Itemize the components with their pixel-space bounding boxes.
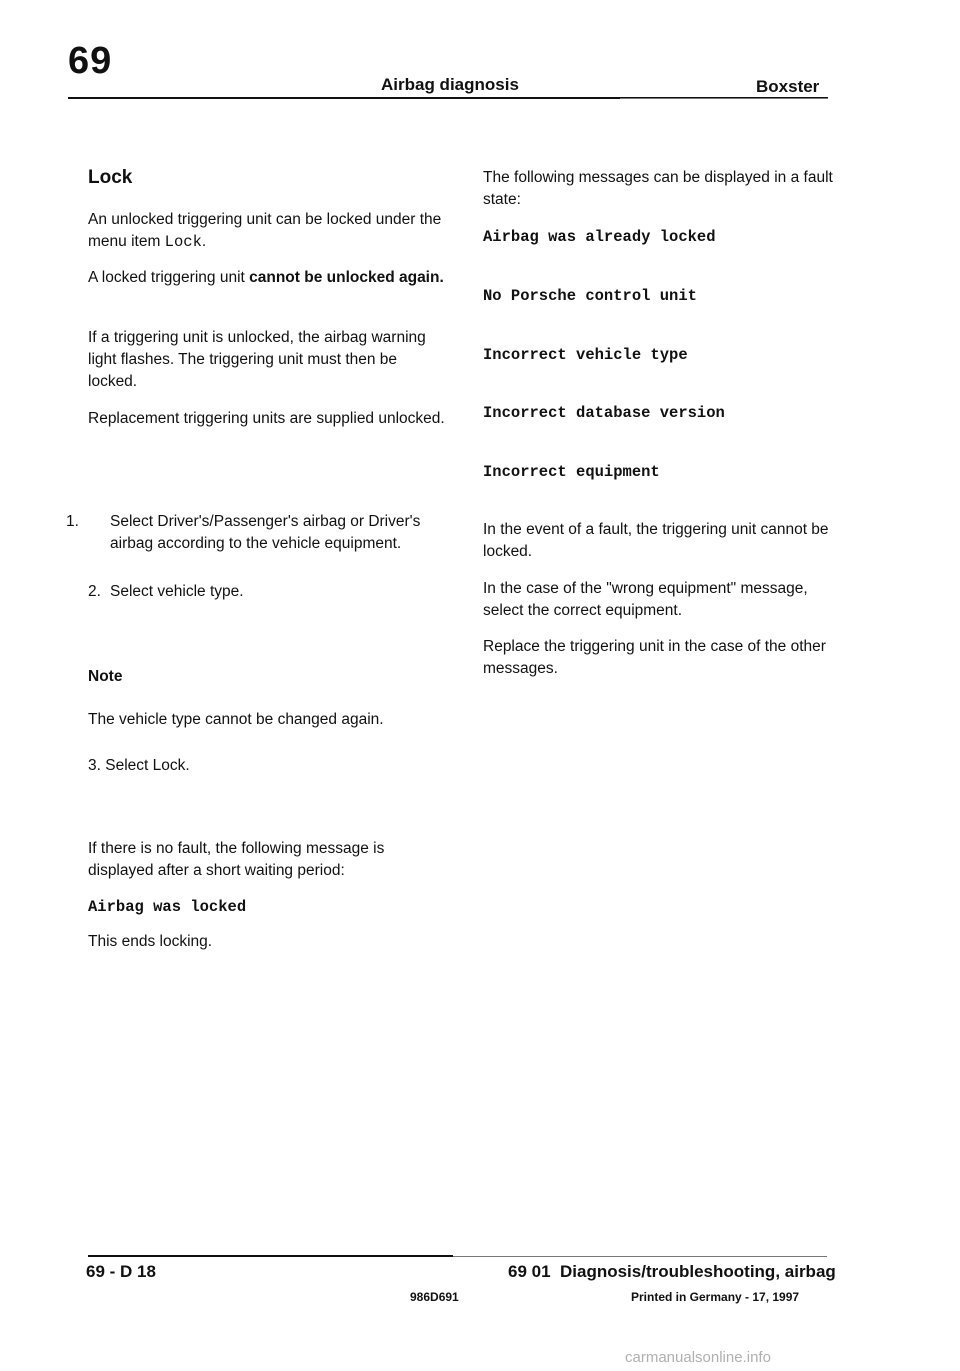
header-model: Boxster	[756, 77, 820, 96]
unlocked-flash-text: If a triggering unit is unlocked, the airbag warning light flashes. The triggering unit must then be locked.	[88, 329, 426, 390]
ends-locking-paragraph	[88, 931, 448, 953]
message-incorrect-vehicle-type: Incorrect vehicle type	[483, 346, 688, 364]
footer-printed-info: Printed in Germany - 17, 1997	[631, 1290, 800, 1304]
no-fault-text: If there is no fault, the following message is displayed after a short waiting period:	[88, 840, 385, 879]
step-3	[88, 755, 448, 777]
fault-message-5	[483, 461, 843, 483]
message-no-porsche-control-unit: No Porsche control unit	[483, 287, 697, 305]
fault-cannot-lock-paragraph	[483, 519, 843, 563]
note-block	[88, 666, 448, 688]
wrong-equipment-text: In the case of the "wrong equipment" message, select the correct equipment.	[483, 580, 808, 619]
replace-unit-text: Replace the triggering unit in the case of the other messages.	[483, 638, 826, 677]
locked-warning-paragraph	[88, 267, 448, 289]
locked-warning-bold: cannot be unlocked again.	[249, 269, 444, 286]
lock-intro-paragraph	[88, 209, 448, 253]
replacement-paragraph	[88, 408, 448, 430]
fault-message-3	[483, 344, 843, 366]
footer-page-number: 69 - D 18	[86, 1262, 156, 1281]
message-airbag-locked: Airbag was locked	[88, 898, 247, 916]
replace-unit-paragraph	[483, 636, 843, 680]
footer-document-code: 986D691	[410, 1290, 459, 1304]
no-fault-paragraph	[88, 838, 448, 882]
unlocked-flash-paragraph	[88, 327, 448, 393]
chapter-number: 69	[68, 40, 113, 82]
locked-warning-text: A locked triggering unit	[88, 269, 250, 286]
ends-locking-text: This ends locking.	[88, 933, 213, 950]
fault-message-1	[483, 226, 843, 248]
fault-message-4	[483, 402, 843, 424]
message-already-locked: Airbag was already locked	[483, 228, 716, 246]
step-1-number: 1.	[66, 513, 79, 530]
replacement-text: Replacement triggering units are supplied unlocked.	[88, 410, 445, 427]
message-incorrect-database-version: Incorrect database version	[483, 404, 725, 422]
footer-rule-thin	[453, 1256, 827, 1257]
note-text-block	[88, 709, 448, 731]
menu-item-lock-code: Lock	[164, 233, 202, 251]
header-title: Airbag diagnosis	[381, 75, 519, 94]
step-3-text: 3. Select Lock.	[88, 757, 190, 774]
fault-intro-text: The following messages can be displayed in a fault state:	[483, 169, 833, 208]
note-text: The vehicle type cannot be changed again.	[88, 711, 384, 728]
step-2-text: Select vehicle type.	[110, 583, 244, 600]
step-2	[88, 581, 448, 603]
section-heading-lock: Lock	[88, 167, 133, 188]
header-rule-thin	[620, 98, 828, 99]
fault-cannot-lock-text: In the event of a fault, the triggering unit cannot be locked.	[483, 521, 829, 560]
lock-intro-text: An unlocked triggering unit can be locked under the menu item	[88, 211, 442, 250]
wrong-equipment-paragraph	[483, 578, 843, 622]
footer-group-title: 69 01 Diagnosis/troubleshooting, airbag	[508, 1262, 836, 1281]
step-1-text: Select Driver's/Passenger's airbag or Driver's airbag according to the vehicle equipment.	[110, 513, 421, 552]
message-incorrect-equipment: Incorrect equipment	[483, 463, 660, 481]
lock-intro-end: .	[201, 233, 207, 250]
fault-message-2	[483, 285, 843, 307]
note-title: Note	[88, 668, 123, 685]
locked-message-block	[88, 896, 448, 918]
footer-rule	[88, 1255, 453, 1257]
lock-heading-block	[88, 167, 448, 189]
step-2-number: 2.	[88, 583, 101, 600]
watermark-text: carmanualsonline.info	[625, 1349, 771, 1366]
fault-intro-paragraph	[483, 167, 843, 211]
step-1	[66, 511, 448, 555]
